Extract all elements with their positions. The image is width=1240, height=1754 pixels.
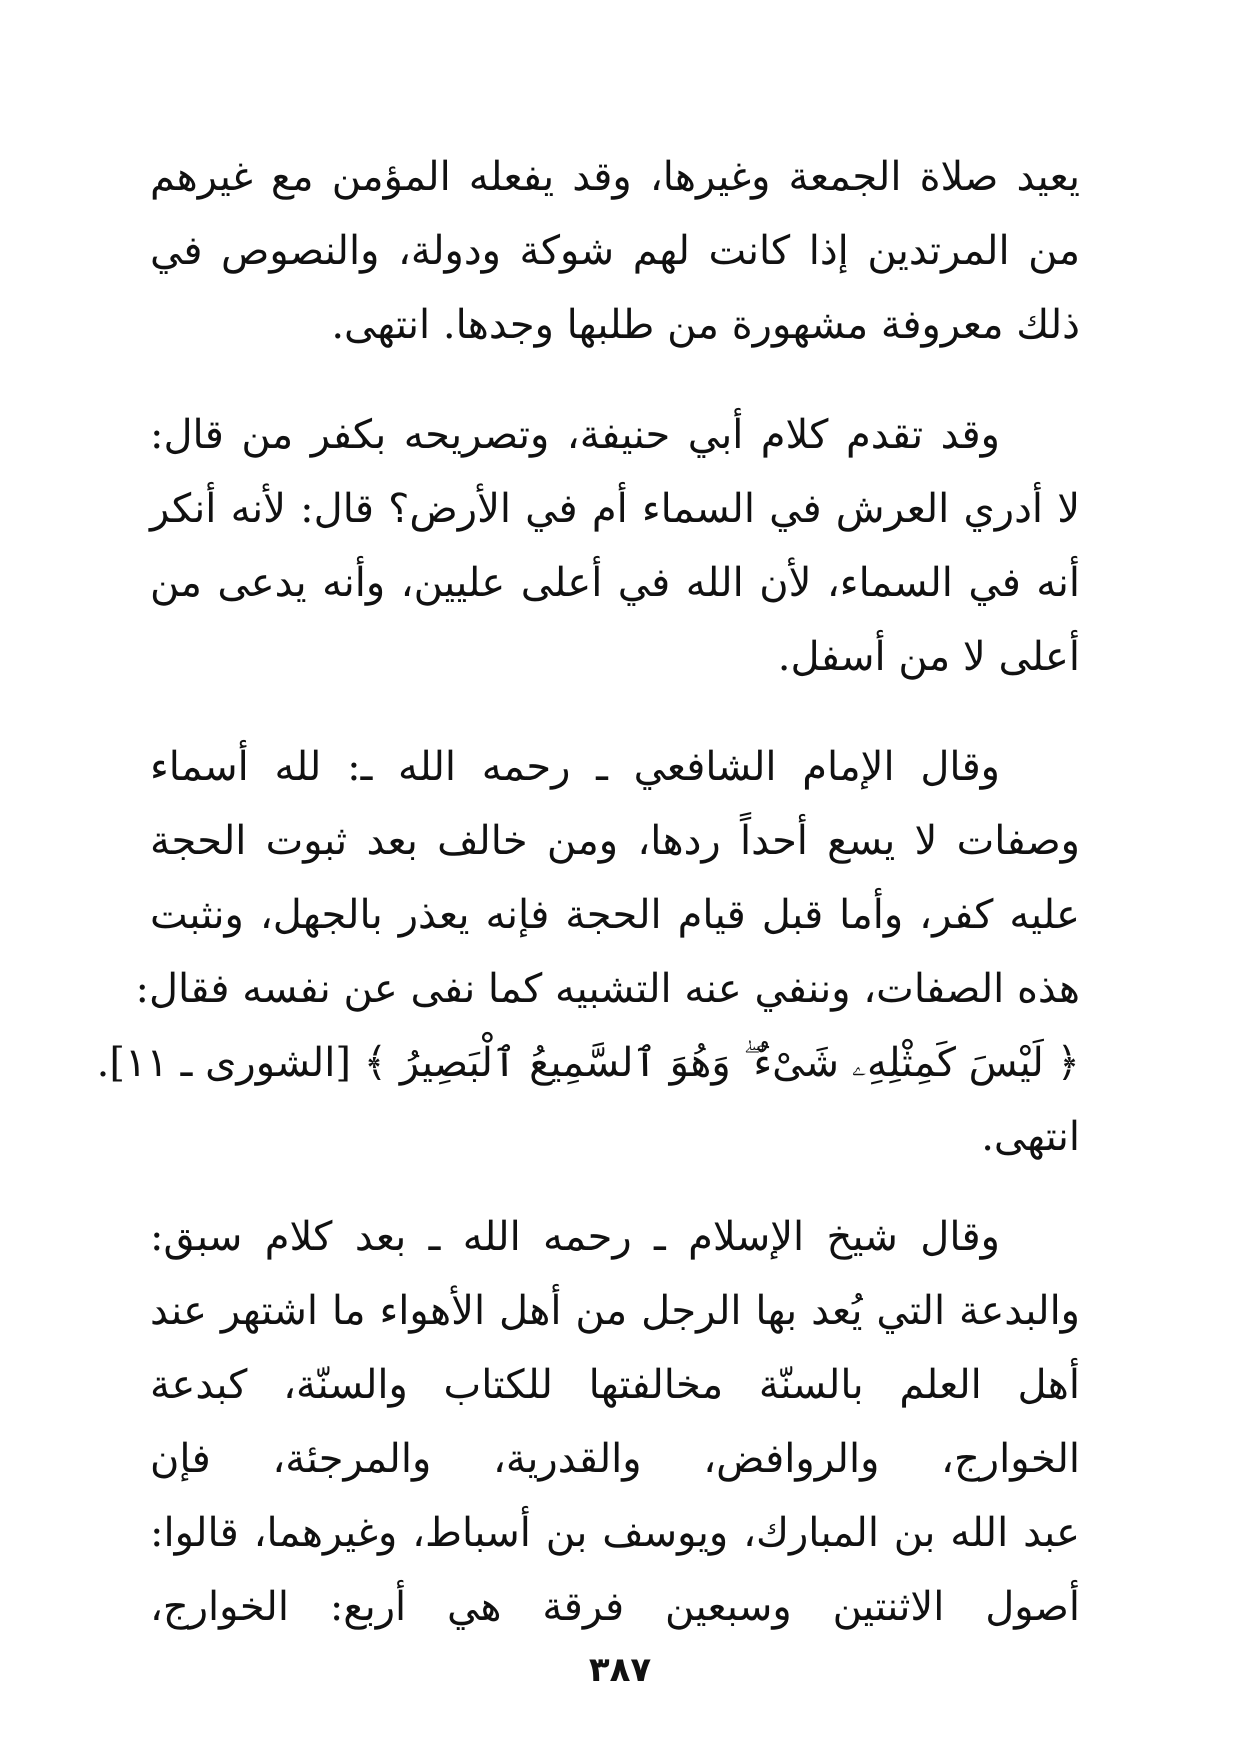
paragraph-2 xyxy=(150,398,1080,694)
text-line: أعلى لا من أسفل. xyxy=(777,634,1080,680)
text-line: الخوارج، والروافض، والقدرية، والمرجئة، فإن xyxy=(150,1436,1080,1482)
text-line: وقد تقدم كلام أبي حنيفة، وتصريحه بكفر من قال: xyxy=(150,412,1000,458)
text-line: أنه في السماء، لأن الله في أعلى عليين، وأنه يدعى من xyxy=(150,560,1080,606)
text-line: انتهى. xyxy=(981,1114,1080,1160)
text-line: لا أدري العرش في السماء أم في الأرض؟ قال: لأنه أنكر xyxy=(150,486,1080,532)
quran-verse-line: ﴿ لَيْسَ كَمِثْلِهِۦ شَىْءٌ ۖ وَهُوَ ٱلسَّمِيعُ ٱلْبَصِيرُ ﴾ [الشورى ـ ١١]. xyxy=(96,1040,1080,1086)
text-line: أهل العلم بالسنّة مخالفتها للكتاب والسنّة، كبدعة xyxy=(150,1362,1080,1408)
text-line: والبدعة التي يُعد بها الرجل من أهل الأهواء ما اشتهر عند xyxy=(150,1288,1080,1334)
text-line: وقال شيخ الإسلام ـ رحمه الله ـ بعد كلام سبق: xyxy=(150,1214,1000,1260)
page-number: ٣٨٧ xyxy=(588,1650,652,1690)
text-line: عليه كفر، وأما قبل قيام الحجة فإنه يعذر بالجهل، ونثبت xyxy=(150,892,1080,938)
text-line: وقال الإمام الشافعي ـ رحمه الله ـ: لله أسماء xyxy=(150,744,1000,790)
paragraph-3 xyxy=(96,730,1081,1174)
paragraph-1 xyxy=(150,140,1080,362)
text-line: هذه الصفات، وننفي عنه التشبيه كما نفى عن نفسه فقال: xyxy=(135,966,1080,1012)
paragraph-4 xyxy=(150,1200,1080,1644)
text-line: ذلك معروفة مشهورة من طلبها وجدها. انتهى. xyxy=(331,302,1080,348)
text-line: من المرتدين إذا كانت لهم شوكة ودولة، والنصوص في xyxy=(150,228,1080,274)
text-line: يعيد صلاة الجمعة وغيرها، وقد يفعله المؤمن مع غيرهم xyxy=(150,154,1080,200)
text-line: أصول الاثنتين وسبعين فرقة هي أربع: الخوارج، xyxy=(150,1584,1080,1630)
text-line: عبد الله بن المبارك، ويوسف بن أسباط، وغيرهما، قالوا: xyxy=(150,1510,1080,1556)
text-line: وصفات لا يسع أحداً ردها، ومن خالف بعد ثبوت الحجة xyxy=(150,818,1081,864)
